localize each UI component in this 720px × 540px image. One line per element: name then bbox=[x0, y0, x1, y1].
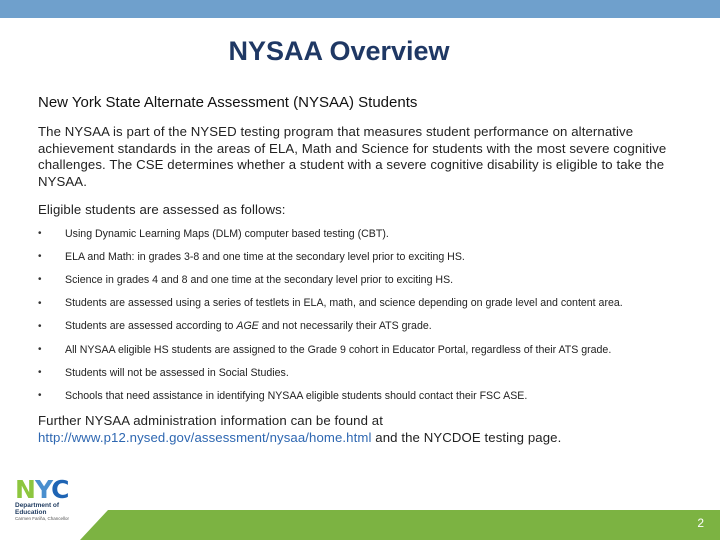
further-info bbox=[38, 412, 688, 446]
eligible-heading: Eligible students are assessed as follows: bbox=[38, 202, 286, 217]
age-emphasis: AGE bbox=[236, 320, 259, 333]
list-item bbox=[38, 315, 708, 338]
further-text: Further NYSAA administration information can be found at bbox=[38, 413, 383, 428]
page-title: NYSAA Overview bbox=[228, 36, 450, 66]
bullet-text: Students will not be assessed in Social Studies. bbox=[65, 366, 289, 379]
bullet-icon: • bbox=[38, 274, 42, 286]
nyc-doe-logo bbox=[15, 475, 85, 530]
intro-paragraph: The NYSAA is part of the NYSED testing program that measures student performance on alternative achievement standards in the areas of ELA, Math and Science for students with the most severe cognitive challenges. The CSE determines whether a student with a severe cognitive disability is eligible to take the NYSAA. bbox=[38, 124, 667, 189]
bullet-text bbox=[65, 320, 432, 332]
logo-education: Education bbox=[15, 509, 47, 516]
bullet-text: ELA and Math: in grades 3-8 and one time at the secondary level prior to exciting HS. bbox=[65, 250, 465, 263]
bullet-icon: • bbox=[38, 228, 42, 240]
footer-band bbox=[80, 510, 720, 540]
bullet-icon: • bbox=[38, 297, 42, 309]
nyc-wordmark: NYC bbox=[15, 475, 69, 504]
list-item bbox=[38, 222, 708, 245]
top-bar bbox=[0, 0, 720, 18]
bullet-icon: • bbox=[38, 344, 42, 356]
bullet-text: Science in grades 4 and 8 and one time at the secondary level prior to exciting HS. bbox=[65, 273, 454, 286]
logo-tagline: Carmen Fariña, Chancellor bbox=[15, 516, 70, 521]
bullet-icon: • bbox=[38, 251, 42, 263]
nysaa-link[interactable]: http://www.p12.nysed.gov/assessment/nysaa/home.html bbox=[38, 430, 372, 445]
list-item bbox=[38, 268, 708, 291]
subtitle: New York State Alternate Assessment (NYSAA) Students bbox=[38, 94, 418, 111]
list-item bbox=[38, 338, 708, 361]
list-item bbox=[38, 361, 708, 384]
bullet-text-end: and not necessarily their ATS grade. bbox=[258, 320, 432, 333]
logo-department: Department of bbox=[15, 502, 60, 509]
bullet-list bbox=[38, 222, 708, 408]
bullet-text: All NYSAA eligible HS students are assigned to the Grade 9 cohort in Educator Portal, regardless of their ATS grade. bbox=[65, 343, 612, 356]
bullet-icon: • bbox=[38, 390, 42, 402]
bullet-text-start: Students are assessed according to bbox=[65, 320, 237, 333]
list-item bbox=[38, 245, 708, 268]
further-tail: and the NYCDOE testing page. bbox=[371, 430, 562, 445]
list-item bbox=[38, 384, 708, 407]
bullet-text: Students are assessed using a series of testlets in ELA, math, and science depending on grade level and content area. bbox=[65, 297, 623, 310]
page-number: 2 bbox=[697, 516, 704, 530]
bullet-icon: • bbox=[38, 320, 42, 332]
bullet-icon: • bbox=[38, 367, 42, 379]
bullet-text: Schools that need assistance in identifying NYSAA eligible students should contact their FSC ASE. bbox=[65, 389, 528, 402]
list-item bbox=[38, 292, 708, 315]
bullet-text: Using Dynamic Learning Maps (DLM) computer based testing (CBT). bbox=[65, 227, 389, 240]
